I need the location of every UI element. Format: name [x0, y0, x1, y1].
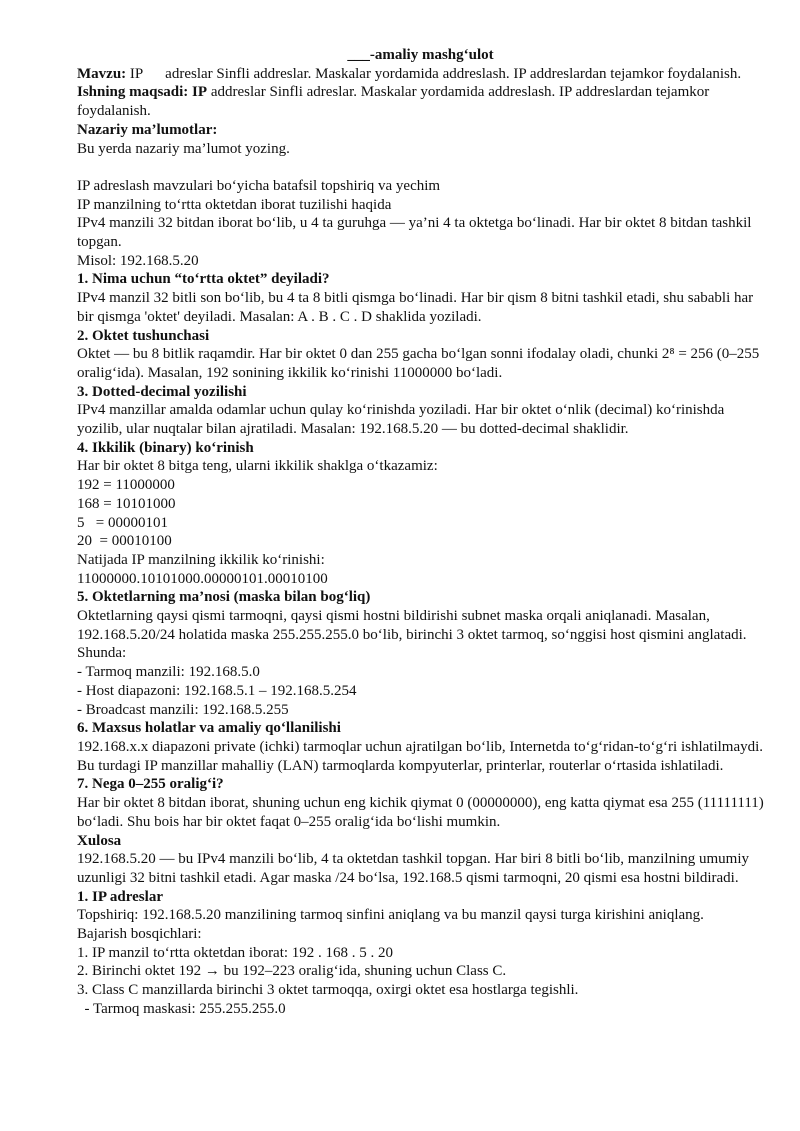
mask-line: - Tarmoq maskasi: 255.255.255.0 — [77, 1000, 286, 1017]
section — [77, 588, 764, 719]
section-line: 3. Class C manzillarda birinchi 3 oktet tarmoqqa, oxirgi oktet esa hostlarga tegishli. — [77, 982, 579, 999]
section-line: Har bir oktet 8 bitga teng, ularni ikkilik shaklga o‘tkazamiz: — [77, 458, 438, 475]
section-line: 192.168.x.x diapazoni private (ichki) tarmoqlar uchun ajratilgan bo‘lib, Internetda to‘g‘ridan-to‘g‘ri ishlatilmaydi. Bu turdagi IP manzillar mahalliy (LAN) tarmoqlarda kompyuterlar, printerlar, routerlar o‘rtasida ishlatiladi. — [77, 739, 767, 774]
intro-line: IP manzilning to‘rtta oktetdan iborat tuzilishi haqida — [77, 196, 392, 213]
section-heading: 7. Nega 0–255 oralig‘i? — [77, 776, 224, 793]
section-heading: 2. Oktet tushunchasi — [77, 327, 210, 344]
intro-block — [77, 177, 764, 271]
intro-line: IP adreslash mavzulari bo‘yicha batafsil topshiriq va yechim — [77, 177, 441, 194]
goal-label: Ishning maqsadi: IP — [77, 84, 208, 101]
section-line: 1. IP manzil to‘rtta oktetdan iborat: 192 . 168 . 5 . 20 — [77, 944, 394, 961]
section-heading: 3. Dotted-decimal yozilishi — [77, 383, 247, 400]
section — [77, 270, 764, 326]
section-heading: 4. Ikkilik (binary) ko‘rinish — [77, 439, 254, 456]
page-title: ___-amaliy mashg‘ulot — [347, 47, 494, 63]
section-line: 5 = 00000101 — [77, 514, 168, 531]
section-line: 192 = 11000000 — [77, 477, 175, 494]
topic-label: Mavzu: — [77, 65, 127, 82]
goal-text: addreslar Sinfli adreslar. Maskalar yordamida addreslash. IP addreslardan tejamkor foydalanish. — [77, 84, 710, 120]
section-line: 2. Birinchi oktet 192 → bu 192–223 oralig‘ida, shuning uchun Class C. — [77, 963, 507, 980]
intro-line: IPv4 manzili 32 bitdan iborat bo‘lib, u 4 ta guruhga — ya’ni 4 ta oktetga bo‘linadi. Har bir oktet 8 bitdan tashkil topgan. — [77, 215, 752, 251]
theory-text: Bu yerda nazariy ma’lumot yozing. — [77, 140, 290, 157]
section — [77, 719, 767, 775]
section-heading: 1. Nima uchun “to‘rtta oktet” deyiladi? — [77, 271, 330, 288]
section — [77, 888, 764, 1000]
blank-line — [77, 158, 764, 177]
section-heading: 6. Maxsus holatlar va amaliy qo‘llanilishi — [77, 720, 341, 737]
section — [77, 383, 764, 439]
section — [77, 832, 764, 888]
section — [77, 775, 768, 831]
section-line: - Tarmoq manzili: 192.168.5.0 — [77, 664, 260, 681]
section-heading: 5. Oktetlarning ma’nosi (maska bilan bog‘liq) — [77, 589, 371, 606]
section-line: IPv4 manzil 32 bitli son bo‘lib, bu 4 ta 8 bitli qismga bo‘linadi. Har bir qism 8 bitni tashkil etadi, shu sababli har bir qismga 'oktet' deyiladi. Masalan: A . B . C . D shaklida yoziladi. — [77, 290, 757, 325]
section-line: 20 = 00010100 — [77, 533, 172, 550]
section-line: 192.168.5.20 — bu IPv4 manzili bo‘lib, 4 ta oktetdan tashkil topgan. Har biri 8 bitli bo‘lib, manzilning umumiy uzunligi 32 bitni tashkil etadi. Agar maska /24 bo‘lsa, 192.168.5 qismi tarmoqni, 20 qismi esa hostni bildiradi. — [77, 851, 753, 886]
section-line: - Host diapazoni: 192.168.5.1 – 192.168.5.254 — [77, 682, 357, 699]
section-line: Topshiriq: 192.168.5.20 manzilining tarmoq sinfini aniqlang va bu manzil qaysi turga kirishini aniqlang. — [77, 907, 704, 924]
section-line: IPv4 manzillar amalda odamlar uchun qulay ko‘rinishda yoziladi. Har bir oktet o‘nlik (decimal) ko‘rinishda yozilib, ular nuqtalar bilan ajratiladi. Masalan: 192.168.5.20 — bu dotted-decimal shaklidir. — [77, 402, 729, 438]
section — [77, 327, 764, 383]
section-line: Oktetlarning qaysi qismi tarmoqni, qaysi qismi hostni bildirishi subnet maska orqali aniqlanadi. Masalan, 192.168.5.20/24 holatida maska 255.255.255.0 bo‘lib, birinchi 3 oktet tarmoq, so‘nggisi host qismini anglatadi. Shunda: — [77, 608, 751, 662]
section — [77, 439, 764, 589]
topic-text: IP adreslar Sinfli addreslar. Maskalar yordamida addreslash. IP addreslardan tejamkor foydalanish. — [126, 65, 742, 82]
goal-paragraph — [77, 83, 764, 120]
section-line: 11000000.10101000.00000101.00010100 — [77, 570, 328, 587]
section-heading: Xulosa — [77, 832, 122, 849]
section-line: Har bir oktet 8 bitdan iborat, shuning uchun eng kichik qiymat 0 (00000000), eng katta qiymat esa 255 (11111111) bo‘ladi. Shu bois har bir oktet faqat 0–255 oralig‘ida bo‘lishi mumkin. — [77, 795, 768, 830]
section-line: Bajarish bosqichlari: — [77, 926, 202, 943]
topic-paragraph — [77, 65, 764, 84]
section-line: Natijada IP manzilning ikkilik ko‘rinishi: — [77, 551, 325, 568]
section-line: Oktet — bu 8 bitlik raqamdir. Har bir oktet 0 dan 255 gacha bo‘lgan sonni ifodalay oladi, chunki 2⁸ = 256 (0–255 oralig‘ida). Masalan, 192 sonining ikkilik ko‘rinishi 11000000 bo‘ladi. — [77, 346, 764, 381]
theory-heading: Nazariy ma’lumotlar: — [77, 121, 218, 138]
sections — [77, 270, 768, 999]
section-heading: 1. IP adreslar — [77, 888, 163, 905]
intro-line: Misol: 192.168.5.20 — [77, 252, 199, 269]
section-line: - Broadcast manzili: 192.168.5.255 — [77, 701, 289, 718]
section-line: 168 = 10101000 — [77, 495, 176, 512]
